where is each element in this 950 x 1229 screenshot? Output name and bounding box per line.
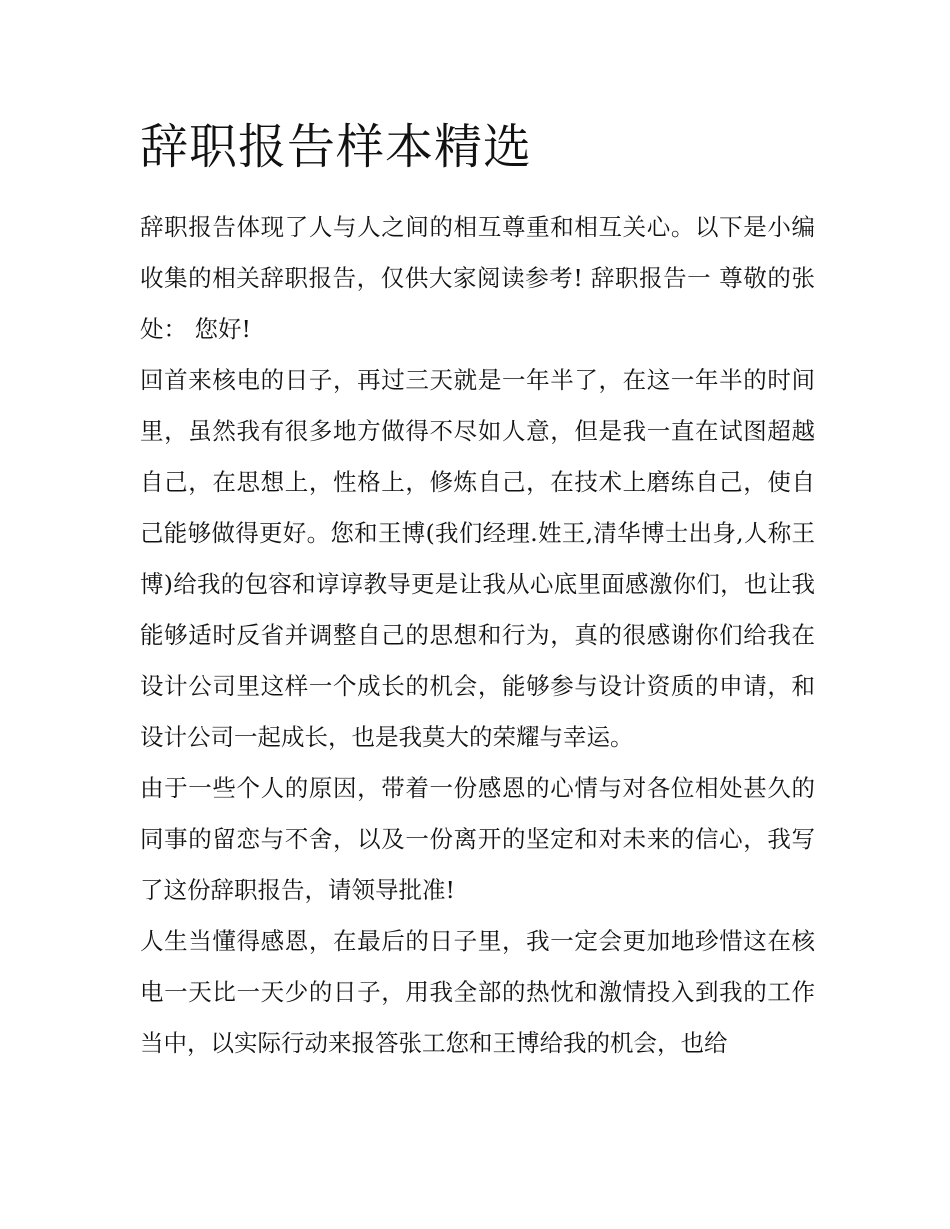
paragraph-intro: 辞职报告体现了人与人之间的相互尊重和相互关心。以下是小编收集的相关辞职报告，仅供大家阅读参考! 辞职报告一 尊敬的张处： 您好! (140, 213, 815, 343)
document-title: 辞职报告样本精选 (140, 119, 533, 175)
paragraph-gratitude: 人生当懂得感恩，在最后的日子里，我一定会更加地珍惜这在核电一天比一天少的日子，用我全部的热忱和激情投入到我的工作当中，以实际行动来报答张工您和王博给我的机会，也给 (140, 927, 815, 1057)
document-page (140, 112, 815, 1069)
paragraph-reflection: 回首来核电的日子，再过三天就是一年半了，在这一年半的时间里，虽然我有很多地方做得不尽如人意，但是我一直在试图超越自己，在思想上，性格上，修炼自己，在技术上磨练自己，使自己能够做得更好。您和王博(我们经理.姓王,清华博士出身,人称王博)给我的包容和谆谆教导更是让我从心底里面感激你们，也让我能够适时反省并调整自己的思想和行为，真的很感谢你们给我在设计公司里这样一个成长的机会，能够参与设计资质的申请，和设计公司一起成长，也是我莫大的荣耀与幸运。 (140, 366, 815, 751)
paragraph-reason: 由于一些个人的原因，带着一份感恩的心情与对各位相处甚久的同事的留恋与不舍，以及一份离开的坚定和对未来的信心，我写了这份辞职报告，请领导批准! (140, 774, 815, 904)
